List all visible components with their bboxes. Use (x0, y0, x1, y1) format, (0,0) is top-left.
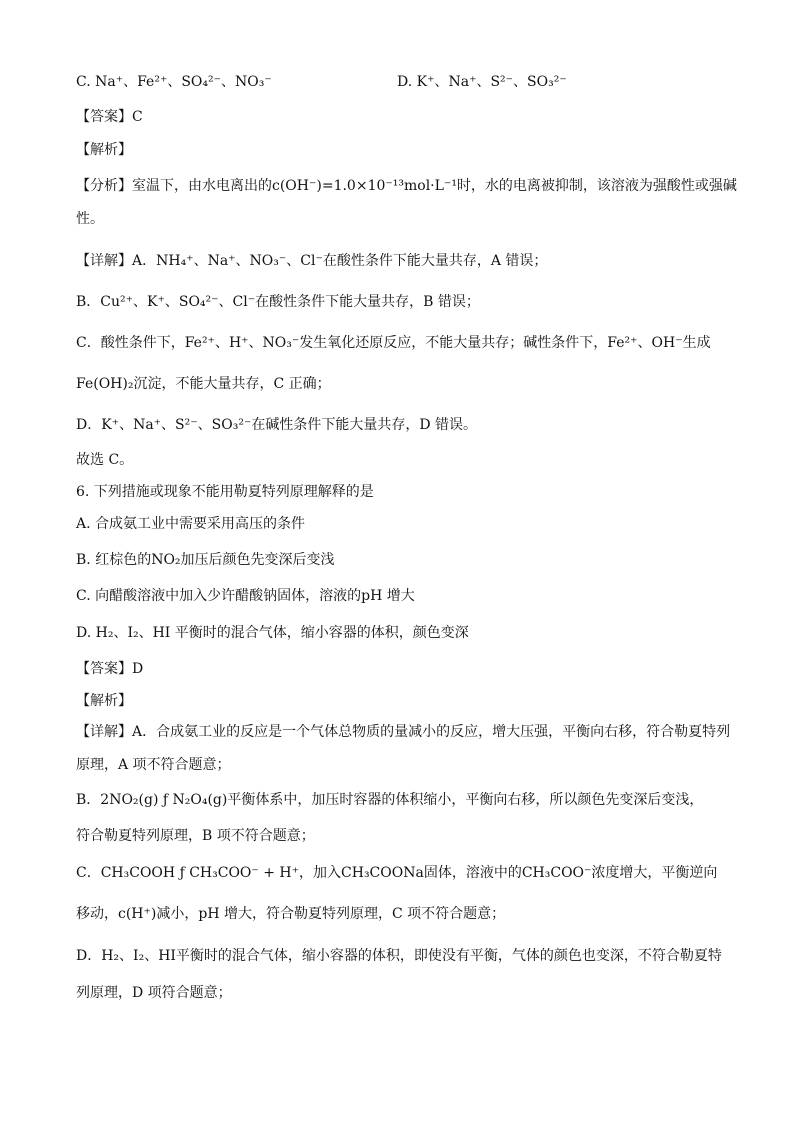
q5-fenxi-line1: 【分析】室温下，由水电离出的c(OH⁻)=1.0×10⁻¹³mol·L⁻¹时，水的电离被抑制，该溶液为强酸性或强碱 (76, 178, 737, 194)
q6-option-a: A. 合成氨工业中需要采用高压的条件 (76, 516, 306, 532)
q5-detail-c2: Fe(OH)₂沉淀，不能大量共存，C 正确； (76, 376, 331, 392)
q6-detail-d2: 列原理，D 项符合题意； (76, 985, 232, 1001)
q6-detail-d1: D．H₂、I₂、HI平衡时的混合气体，缩小容器的体积，即使没有平衡，气体的颜色也变深，不符合勒夏特 (76, 948, 722, 964)
q5-detail-a: 【详解】A．NH₄⁺、Na⁺、NO₃⁻、Cl⁻在酸性条件下能大量共存，A 错误； (76, 253, 548, 269)
q5-detail-c1: C．酸性条件下，Fe²⁺、H⁺、NO₃⁻发生氧化还原反应，不能大量共存；碱性条件下，Fe²⁺、OH⁻生成 (76, 335, 711, 351)
q6-detail-a1: 【详解】A．合成氨工业的反应是一个气体总物质的量减小的反应，增大压强，平衡向右移，符合勒夏特列 (76, 724, 731, 740)
q6-stem: 6. 下列措施或现象不能用勒夏特列原理解释的是 (76, 484, 374, 500)
q6-detail-c2: 移动，c(H⁺)减小，pH 增大，符合勒夏特列原理，C 项不符合题意； (76, 906, 506, 922)
q6-answer: 【答案】D (76, 661, 144, 677)
q5-analysis-tag: 【解析】 (76, 142, 132, 158)
q6-detail-c1: C．CH₃COOH ƒ CH₃COO⁻ + H⁺，加入CH₃COONa固体，溶液中的CH₃COO⁻浓度增大，平衡逆向 (76, 865, 718, 881)
q6-detail-a2: 原理，A 项不符合题意； (76, 757, 231, 773)
q6-detail-b2: 符合勒夏特列原理，B 项不符合题意； (76, 828, 315, 844)
q6-analysis-tag: 【解析】 (76, 693, 132, 709)
q5-conclusion: 故选 C。 (76, 452, 134, 468)
q6-option-c: C. 向醋酸溶液中加入少许醋酸钠固体，溶液的pH 增大 (76, 588, 415, 604)
q6-option-b: B. 红棕色的NO₂加压后颜色先变深后变浅 (76, 552, 335, 568)
q5-detail-d: D．K⁺、Na⁺、S²⁻、SO₃²⁻在碱性条件下能大量共存，D 错误。 (76, 417, 478, 433)
q6-detail-b1: B．2NO₂(g) ƒ N₂O₄(g)平衡体系中，加压时容器的体积缩小，平衡向右移，所以颜色先变深后变浅， (76, 792, 704, 808)
q6-option-d: D. H₂、I₂、HI 平衡时的混合气体，缩小容器的体积，颜色变深 (76, 625, 469, 641)
option-d-top: D. K⁺、Na⁺、S²⁻、SO₃²⁻ (397, 74, 567, 90)
q5-fenxi-line2: 性。 (76, 211, 104, 227)
option-c-top: C. Na⁺、Fe²⁺、SO₄²⁻、NO₃⁻ (76, 74, 272, 90)
q5-answer: 【答案】C (76, 109, 143, 125)
q5-detail-b: B．Cu²⁺、K⁺、SO₄²⁻、Cl⁻在酸性条件下能大量共存，B 错误； (76, 294, 480, 310)
